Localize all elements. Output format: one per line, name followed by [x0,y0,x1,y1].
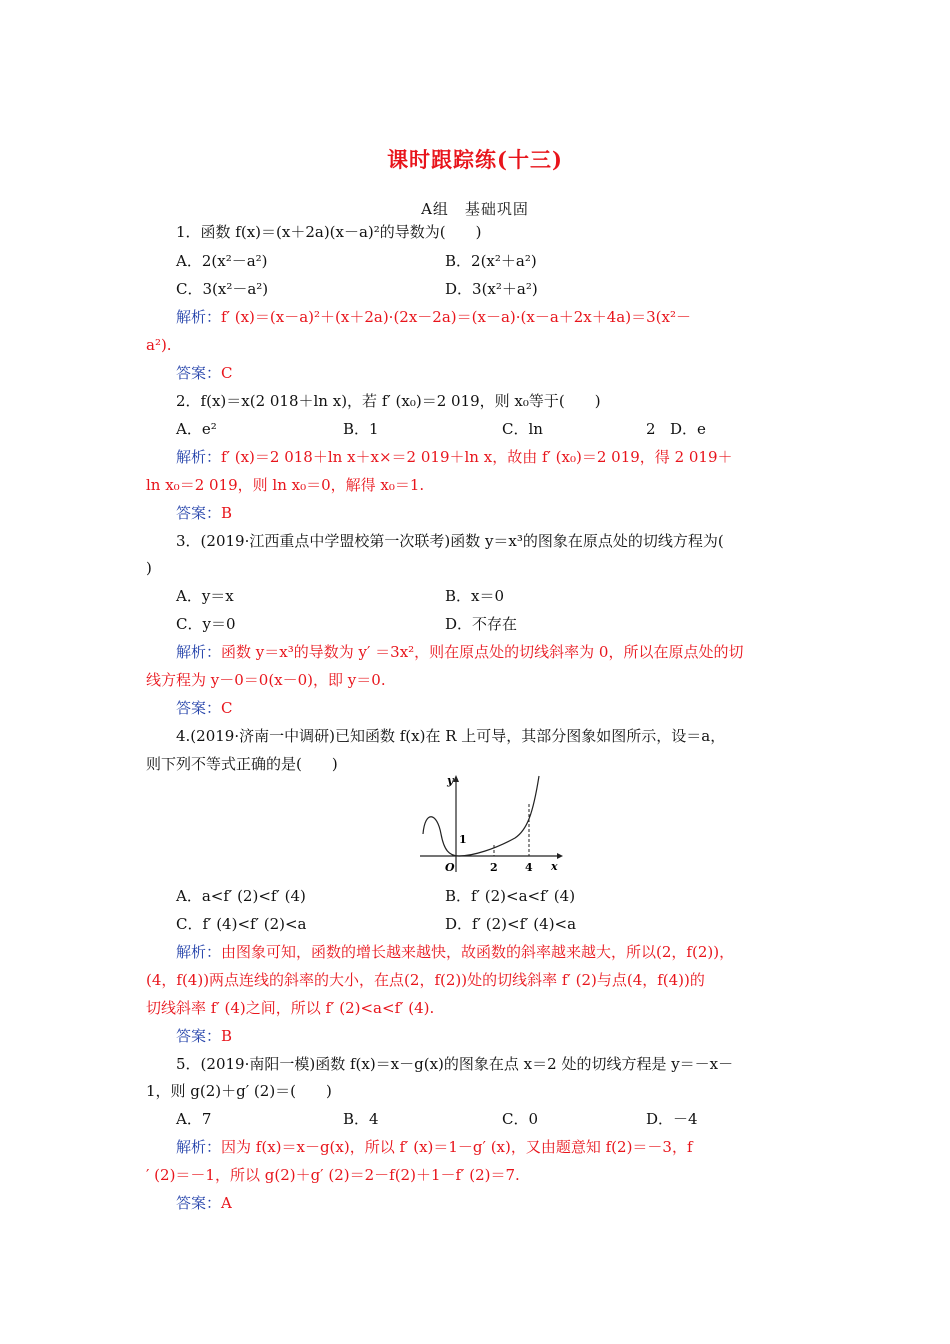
q3-answer [176,698,233,718]
q3-option-b: B．x＝0 [445,587,505,605]
q2-analysis-line2: ln x₀＝2 019，则 ln x₀＝0，解得 x₀＝1. [146,476,425,494]
analysis-label: 解析： [176,448,222,466]
x-axis-label: x [551,860,558,873]
q5-answer-value: A [221,1194,232,1212]
q1-stem: 1．函数 f(x)＝(x＋2a)(x－a)²的导数为( ) [176,223,482,241]
q5-answer [176,1193,232,1213]
answer-label: 答案： [176,1194,222,1212]
function-graph [415,772,565,876]
answer-label: 答案： [176,364,222,382]
q4-stem-line1: 4.(2019·济南一中调研)已知函数 f(x)在 R 上可导，其部分图象如图所示，设＝a， [176,727,726,745]
q2-option-c-suffix: 2 [646,420,656,438]
q3-option-a: A．y＝x [176,587,234,605]
page-title: 课时跟踪练(十三) [387,147,563,172]
y-axis-label: y [447,774,454,787]
x-tick-2: 2 [490,861,498,874]
q2-answer [176,503,232,523]
q1-option-b: B．2(x²＋a²) [445,252,537,270]
q4-option-c: C．f′ (4)<f′ (2)<a [176,915,307,933]
q5-analysis-line2: ′ (2)＝－1，所以 g(2)＋g′ (2)＝2－f(2)＋1－f′ (2)＝7. [146,1166,520,1184]
q5-option-c: C．0 [502,1110,539,1128]
q3-option-c: C．y＝0 [176,615,236,633]
q2-option-d: D．e [670,420,706,438]
function-curve [423,776,539,856]
analysis-label: 解析： [176,1138,222,1156]
q4-answer-value: B [221,1027,233,1045]
q5-analysis-line1 [176,1137,693,1157]
analysis-label: 解析： [176,643,222,661]
q4-stem-line2: 则下列不等式正确的是( ) [146,755,338,773]
y-tick-1: 1 [459,833,467,846]
section-heading: A组 基础巩固 [421,200,529,218]
q2-analysis-line1 [176,447,733,467]
q4-analysis-line2: (4，f(4))两点连线的斜率的大小，在点(2，f(2))处的切线斜率 f′ (2)与点(4，f(4))的 [146,971,705,989]
q4-option-b: B．f′ (2)<a<f′ (4) [445,887,576,905]
q2-stem: 2．f(x)＝x(2 018＋ln x)，若 f′ (x₀)＝2 019，则 x₀等于( ) [176,392,601,410]
q1-answer [176,363,233,383]
q5-option-d: D．－4 [646,1110,698,1128]
q3-answer-value: C [221,699,233,717]
q2-answer-value: B [221,504,233,522]
q2-option-a: A．e² [176,420,217,438]
answer-label: 答案： [176,504,222,522]
q1-option-d: D．3(x²＋a²) [445,280,538,298]
q5-stem-line2: 1，则 g(2)＋g′ (2)＝( ) [146,1082,332,1100]
q4-analysis-line1 [176,942,734,962]
q4-answer [176,1026,232,1046]
q3-analysis-text1: 函数 y＝x³的导数为 y′ ＝3x²，则在原点处的切线斜率为 0，所以在原点处的切 [221,643,744,661]
q4-analysis-line3: 切线斜率 f′ (4)之间，所以 f′ (2)<a<f′ (4). [146,999,435,1017]
q3-stem-line2: ) [146,559,152,577]
q1-analysis-text1: f′ (x)＝(x－a)²＋(x＋2a)·(2x－2a)＝(x－a)·(x－a＋2x＋4a)＝3(x²－ [221,308,691,326]
q4-option-a: A．a<f′ (2)<f′ (4) [176,887,306,905]
y-axis-arrow-icon [453,775,459,782]
x-tick-4: 4 [525,861,533,874]
answer-label: 答案： [176,699,222,717]
q5-analysis-text1: 因为 f(x)＝x－g(x)，所以 f′ (x)＝1－g′ (x)，又由题意知 f(2)＝－3，f [221,1138,693,1156]
q1-option-c: C．3(x²－a²) [176,280,269,298]
analysis-label: 解析： [176,308,222,326]
origin-label: O [445,861,455,874]
q5-option-a: A．7 [176,1110,212,1128]
q2-option-b: B．1 [343,420,379,438]
answer-label: 答案： [176,1027,222,1045]
q3-analysis-line1 [176,642,743,662]
q2-option-c: C．ln [502,420,543,438]
q3-stem-line1: 3．(2019·江西重点中学盟校第一次联考)函数 y＝x³的图象在原点处的切线方程为( [176,532,724,550]
analysis-label: 解析： [176,943,222,961]
q2-analysis-text1: f′ (x)＝2 018＋ln x＋x×＝2 019＋ln x，故由 f′ (x₀)＝2 019，得 2 019＋ [221,448,733,466]
x-axis-arrow-icon [557,853,563,859]
q1-answer-value: C [221,364,233,382]
q1-option-a: A．2(x²－a²) [176,252,268,270]
q1-analysis-line1 [176,307,691,327]
q3-option-d: D．不存在 [445,615,518,633]
q1-analysis-line2: a²). [146,336,172,354]
q4-option-d: D．f′ (2)<f′ (4)<a [445,915,577,933]
q3-analysis-line2: 线方程为 y－0＝0(x－0)，即 y＝0. [146,671,386,689]
q5-stem-line1: 5．(2019·南阳一模)函数 f(x)＝x－g(x)的图象在点 x＝2 处的切线方程是 y＝－x－ [176,1055,734,1073]
q4-analysis-text1: 由图象可知，函数的增长越来越快，故函数的斜率越来越大，所以(2，f(2))， [221,943,735,961]
q5-option-b: B．4 [343,1110,379,1128]
